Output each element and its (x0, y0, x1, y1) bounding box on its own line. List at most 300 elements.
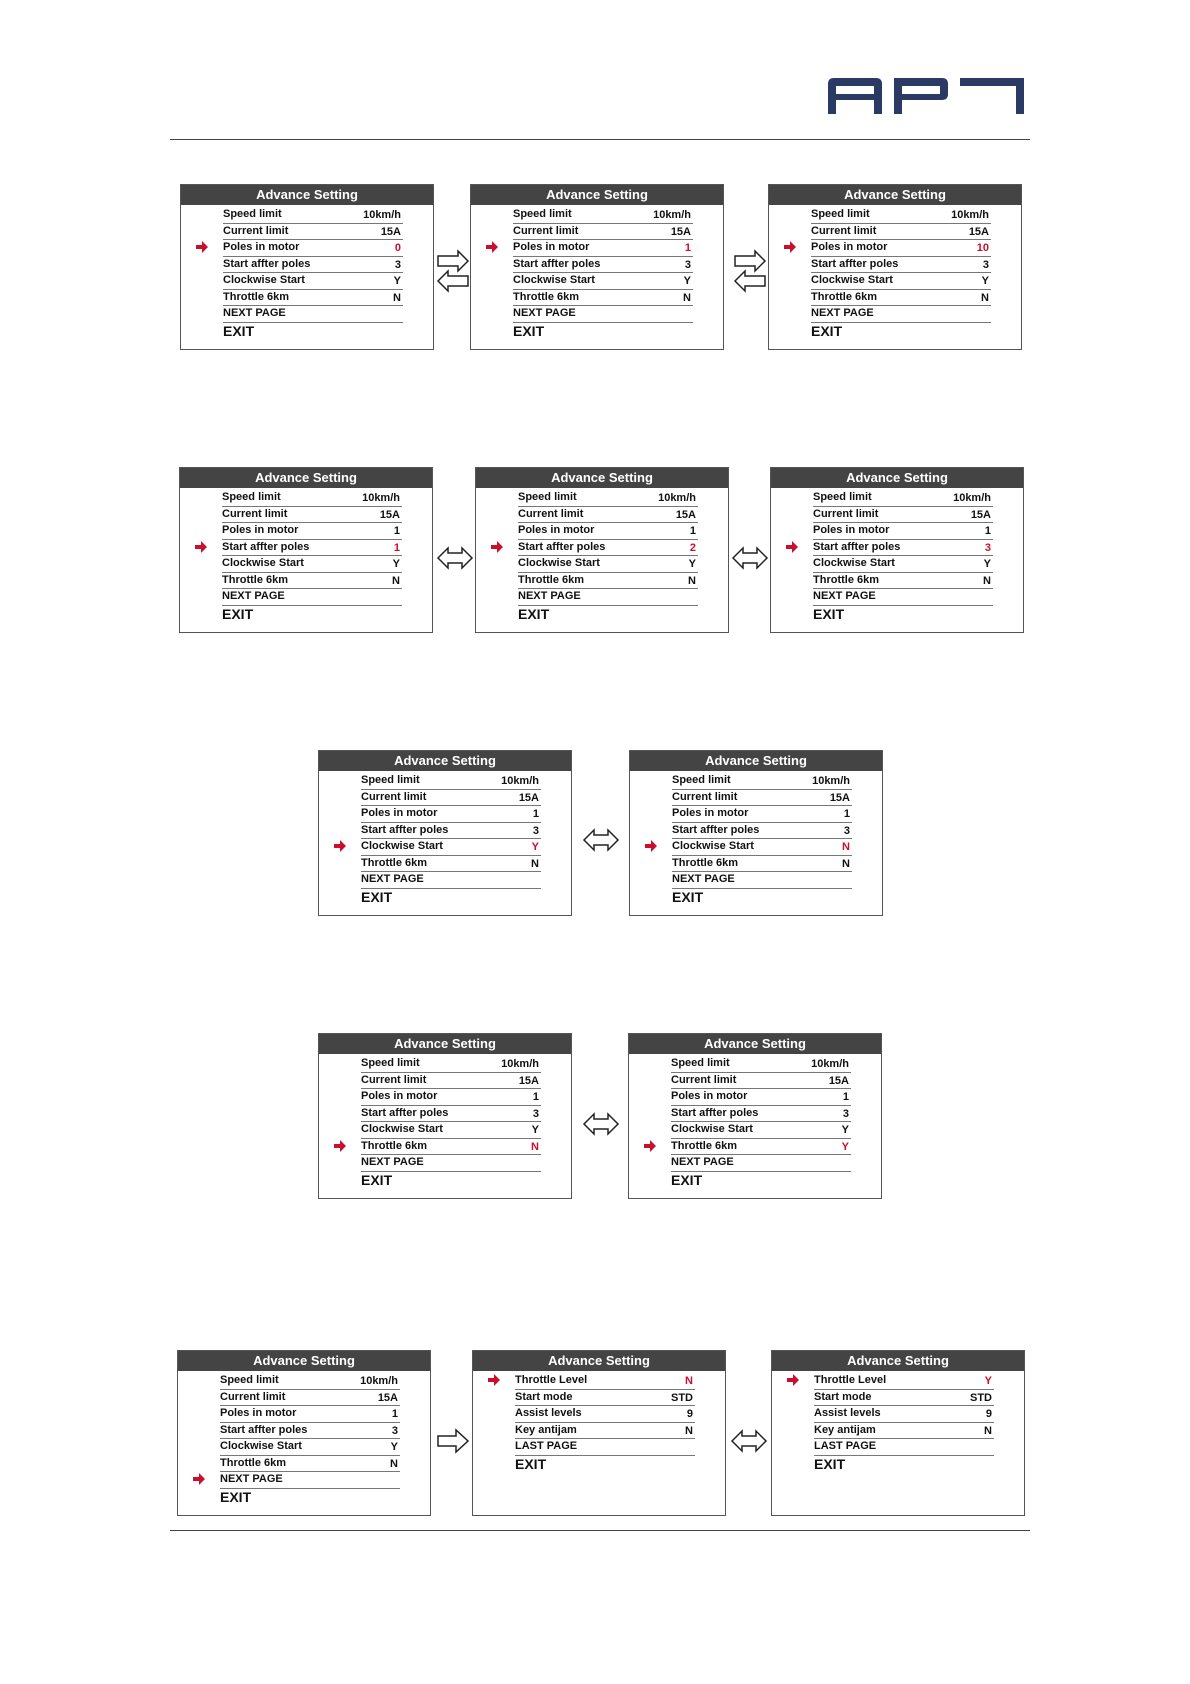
menu-item-label: LAST PAGE (515, 1440, 578, 1452)
menu-item[interactable] (671, 1155, 851, 1172)
menu-item[interactable] (361, 1056, 541, 1073)
selection-arrow-icon (490, 540, 504, 554)
screen-title: Advance Setting (476, 468, 728, 488)
menu-item[interactable] (518, 606, 698, 624)
menu-item-value: 10km/h (811, 1058, 849, 1070)
menu-item[interactable] (671, 1056, 851, 1073)
menu-item-label: NEXT PAGE (671, 1156, 734, 1168)
menu-item[interactable] (222, 540, 402, 557)
menu-item[interactable] (813, 490, 993, 507)
menu-item-value: 1 (984, 525, 991, 537)
menu-item[interactable] (223, 257, 403, 274)
menu-item[interactable] (671, 1073, 851, 1090)
menu-item-label: Start affter poles (222, 540, 310, 553)
menu-item-label: LAST PAGE (814, 1440, 877, 1452)
menu-item[interactable] (513, 323, 693, 341)
menu-item-label: Throttle 6km (222, 573, 289, 586)
menu-item-value: Y (390, 1441, 398, 1453)
menu-item[interactable] (513, 290, 693, 307)
menu-item[interactable] (813, 540, 993, 557)
menu-item[interactable] (223, 306, 403, 323)
menu-item-label: Throttle Level (814, 1374, 887, 1386)
menu-item[interactable] (513, 240, 693, 257)
menu-item-label: Throttle 6km (361, 1139, 428, 1152)
screen-title: Advance Setting (471, 185, 723, 205)
menu-item-value: N (983, 574, 991, 587)
menu-item[interactable] (222, 507, 402, 524)
menu-item-label: Poles in motor (223, 241, 300, 253)
menu-item-label: Throttle 6km (813, 573, 880, 586)
screen-title: Advance Setting (473, 1351, 725, 1371)
menu-item-value: N (531, 1140, 539, 1153)
menu-item[interactable] (813, 523, 993, 540)
menu-item[interactable] (361, 1073, 541, 1090)
menu-item-value: 15A (968, 225, 989, 238)
menu-item[interactable] (671, 1089, 851, 1106)
menu-item-label: Key antijam (515, 1423, 577, 1436)
menu-item-label: Throttle 6km (672, 856, 739, 869)
menu-item-label: Speed limit (361, 1057, 420, 1069)
menu-item-value: 3 (532, 824, 539, 837)
menu-item-label: Speed limit (223, 208, 282, 220)
menu-item[interactable] (518, 540, 698, 557)
menu-item[interactable] (811, 240, 991, 257)
menu-item-value: 10km/h (812, 775, 850, 787)
menu-item[interactable] (513, 306, 693, 323)
right-arrow-connector (438, 251, 468, 271)
menu-item[interactable] (811, 207, 991, 224)
menu-item-value: 10km/h (953, 492, 991, 504)
apt-logo (828, 78, 1024, 114)
menu-item-value: N (685, 1424, 693, 1437)
menu-item[interactable] (222, 556, 402, 573)
menu-item-label: NEXT PAGE (220, 1473, 283, 1485)
menu-item-value: Y (531, 1124, 539, 1136)
menu-item-value: 10km/h (653, 209, 691, 221)
menu-item-label: NEXT PAGE (223, 307, 286, 319)
settings-screen (179, 467, 433, 633)
menu-item[interactable] (222, 523, 402, 540)
screen-title: Advance Setting (180, 468, 432, 488)
menu-item-label: Clockwise Start (222, 557, 304, 569)
menu-item[interactable] (813, 606, 993, 624)
menu-item-label: NEXT PAGE (672, 873, 735, 885)
menu-item-label: Speed limit (361, 774, 420, 786)
menu-item[interactable] (515, 1456, 695, 1474)
menu-item[interactable] (811, 273, 991, 290)
menu-item-label: Current limit (222, 507, 288, 520)
menu-item-label: Clockwise Start (672, 840, 754, 852)
menu-item[interactable] (518, 589, 698, 606)
menu-item-label: Start affter poles (220, 1423, 308, 1436)
screen-title: Advance Setting (181, 185, 433, 205)
menu-item-label: Current limit (671, 1073, 737, 1086)
menu-item[interactable] (518, 523, 698, 540)
menu-item-value: 10km/h (501, 1058, 539, 1070)
menu-item-label: EXIT (672, 888, 704, 905)
menu-item[interactable] (223, 224, 403, 241)
menu-item-value: 10 (976, 242, 989, 254)
menu-item[interactable] (361, 1122, 541, 1139)
menu-item-label: Poles in motor (671, 1090, 748, 1102)
menu-item-value: 15A (970, 508, 991, 521)
menu-item[interactable] (813, 507, 993, 524)
screen-title: Advance Setting (319, 751, 571, 771)
menu-item-value: 3 (394, 258, 401, 271)
menu-item-value: Y (841, 1124, 849, 1136)
menu-item-label: Start affter poles (672, 823, 760, 836)
menu-item[interactable] (518, 556, 698, 573)
menu-item[interactable] (814, 1439, 994, 1456)
menu-item-label: Current limit (220, 1390, 286, 1403)
menu-item-value: 15A (518, 1074, 539, 1087)
menu-item-value: 2 (689, 541, 696, 554)
right-arrow-connector (735, 251, 765, 271)
menu-item[interactable] (513, 273, 693, 290)
screen-title: Advance Setting (772, 1351, 1024, 1371)
screen-title: Advance Setting (630, 751, 882, 771)
settings-screen (768, 184, 1022, 350)
menu-item-label: Throttle 6km (220, 1456, 287, 1469)
menu-item-value: Y (841, 1140, 849, 1153)
menu-item[interactable] (361, 773, 541, 790)
menu-item-value: 15A (380, 225, 401, 238)
menu-item-label: Start affter poles (513, 257, 601, 270)
menu-item[interactable] (814, 1423, 994, 1440)
menu-item[interactable] (814, 1373, 994, 1390)
menu-item-value: Y (983, 558, 991, 570)
menu-item-value: STD (970, 1391, 992, 1404)
menu-item-value: Y (688, 558, 696, 570)
menu-item-label: Clockwise Start (361, 840, 443, 852)
menu-item-label: Poles in motor (222, 524, 299, 536)
menu-item-label: Start affter poles (518, 540, 606, 553)
menu-item-label: NEXT PAGE (361, 1156, 424, 1168)
menu-item-label: Throttle 6km (361, 856, 428, 869)
menu-item[interactable] (515, 1390, 695, 1407)
menu-item-label: Clockwise Start (813, 557, 895, 569)
menu-item[interactable] (513, 224, 693, 241)
menu-item-value: 3 (982, 258, 989, 271)
menu-item[interactable] (220, 1489, 400, 1507)
menu-item-label: Clockwise Start (223, 274, 305, 286)
menu-item-label: Poles in motor (811, 241, 888, 253)
menu-list (223, 207, 403, 341)
menu-item-value: Y (531, 841, 539, 853)
double-arrow-connector (732, 1431, 766, 1451)
menu-item-label: NEXT PAGE (222, 590, 285, 602)
settings-screen (180, 184, 434, 350)
selection-arrow-icon (192, 1472, 206, 1486)
menu-item-value: 1 (532, 1091, 539, 1103)
menu-item-value: Y (984, 1375, 992, 1387)
menu-item[interactable] (513, 257, 693, 274)
menu-list (361, 773, 541, 907)
menu-item[interactable] (220, 1390, 400, 1407)
menu-item-label: NEXT PAGE (361, 873, 424, 885)
menu-item[interactable] (361, 1089, 541, 1106)
menu-item[interactable] (671, 1106, 851, 1123)
menu-item[interactable] (515, 1439, 695, 1456)
menu-item[interactable] (361, 790, 541, 807)
menu-item-value: 0 (394, 242, 401, 254)
menu-item[interactable] (361, 806, 541, 823)
menu-item[interactable] (513, 207, 693, 224)
menu-item-label: EXIT (814, 1455, 846, 1472)
settings-screen (472, 1350, 726, 1516)
menu-item[interactable] (811, 323, 991, 341)
menu-item[interactable] (811, 257, 991, 274)
menu-item-label: Poles in motor (361, 1090, 438, 1102)
screen-title: Advance Setting (629, 1034, 881, 1054)
menu-list (220, 1373, 400, 1507)
menu-item[interactable] (814, 1456, 994, 1474)
menu-item[interactable] (220, 1423, 400, 1440)
screen-title: Advance Setting (319, 1034, 571, 1054)
menu-item[interactable] (223, 323, 403, 341)
menu-item[interactable] (672, 889, 852, 907)
menu-item[interactable] (811, 290, 991, 307)
menu-item-label: Current limit (361, 790, 427, 803)
menu-item-value: 1 (684, 242, 691, 254)
menu-item[interactable] (515, 1406, 695, 1423)
screen-title: Advance Setting (769, 185, 1021, 205)
menu-item[interactable] (518, 490, 698, 507)
menu-item-label: Start affter poles (813, 540, 901, 553)
settings-screen (318, 1033, 572, 1199)
menu-item[interactable] (672, 790, 852, 807)
settings-screen (771, 1350, 1025, 1516)
menu-item-label: Start affter poles (223, 257, 311, 270)
left-arrow-connector (438, 271, 468, 291)
menu-item-value: N (390, 1457, 398, 1470)
menu-list (222, 490, 402, 624)
menu-item[interactable] (223, 240, 403, 257)
menu-item[interactable] (361, 889, 541, 907)
menu-item-value: 1 (393, 541, 400, 554)
menu-item[interactable] (672, 856, 852, 873)
menu-item[interactable] (672, 872, 852, 889)
menu-item-label: NEXT PAGE (518, 590, 581, 602)
menu-item-label: Clockwise Start (513, 274, 595, 286)
menu-item-value: 10km/h (501, 775, 539, 787)
menu-item-label: Clockwise Start (220, 1440, 302, 1452)
menu-item[interactable] (220, 1439, 400, 1456)
menu-item-label: Throttle 6km (513, 290, 580, 303)
menu-item[interactable] (361, 1139, 541, 1156)
menu-item[interactable] (672, 806, 852, 823)
menu-item-label: Poles in motor (518, 524, 595, 536)
double-arrow-connector (584, 1114, 618, 1134)
menu-item-label: Speed limit (222, 491, 281, 503)
menu-item[interactable] (222, 589, 402, 606)
menu-item-label: Speed limit (220, 1374, 279, 1386)
settings-screen (177, 1350, 431, 1516)
selection-arrow-icon (785, 540, 799, 554)
menu-list (361, 1056, 541, 1190)
menu-item-value: 15A (670, 225, 691, 238)
menu-item[interactable] (671, 1139, 851, 1156)
menu-item[interactable] (220, 1406, 400, 1423)
menu-item-label: Start affter poles (671, 1106, 759, 1119)
menu-item-value: Y (683, 275, 691, 287)
menu-item-value: N (393, 291, 401, 304)
menu-item[interactable] (361, 823, 541, 840)
settings-screen (470, 184, 724, 350)
settings-screen (628, 1033, 882, 1199)
menu-item-value: N (981, 291, 989, 304)
menu-item-value: 9 (985, 1408, 992, 1420)
menu-item[interactable] (361, 1106, 541, 1123)
menu-item-label: EXIT (515, 1455, 547, 1472)
menu-item-label: EXIT (671, 1171, 703, 1188)
menu-item[interactable] (518, 573, 698, 590)
selection-arrow-icon (643, 1139, 657, 1153)
settings-screen (770, 467, 1024, 633)
menu-item-label: Clockwise Start (671, 1123, 753, 1135)
menu-item-label: Throttle 6km (518, 573, 585, 586)
menu-item[interactable] (222, 573, 402, 590)
menu-list (518, 490, 698, 624)
menu-item-value: 3 (984, 541, 991, 554)
menu-list (813, 490, 993, 624)
menu-item[interactable] (223, 290, 403, 307)
double-arrow-connector (733, 548, 767, 568)
menu-item[interactable] (671, 1172, 851, 1190)
menu-item[interactable] (361, 1155, 541, 1172)
menu-list (811, 207, 991, 341)
menu-item-label: EXIT (361, 1171, 393, 1188)
menu-item[interactable] (361, 839, 541, 856)
double-arrow-connector (584, 830, 618, 850)
menu-item[interactable] (222, 606, 402, 624)
menu-item[interactable] (515, 1373, 695, 1390)
menu-item-label: Current limit (811, 224, 877, 237)
menu-item-value: N (685, 1375, 693, 1387)
menu-item-label: Speed limit (811, 208, 870, 220)
menu-item-label: EXIT (223, 322, 255, 339)
menu-item-label: Start affter poles (811, 257, 899, 270)
menu-item-label: Speed limit (672, 774, 731, 786)
selection-arrow-icon (333, 1139, 347, 1153)
menu-item[interactable] (222, 490, 402, 507)
menu-item-value: N (392, 574, 400, 587)
menu-list (672, 773, 852, 907)
menu-item[interactable] (672, 839, 852, 856)
menu-item-label: Clockwise Start (518, 557, 600, 569)
menu-item[interactable] (220, 1472, 400, 1489)
menu-item-label: Throttle 6km (811, 290, 878, 303)
menu-item[interactable] (814, 1390, 994, 1407)
menu-item-label: Poles in motor (813, 524, 890, 536)
selection-arrow-icon (194, 540, 208, 554)
menu-item-label: Start mode (814, 1390, 872, 1403)
menu-item-value: 1 (393, 525, 400, 537)
selection-arrow-icon (485, 240, 499, 254)
menu-item[interactable] (672, 823, 852, 840)
menu-item-value: 1 (689, 525, 696, 537)
menu-item-value: 3 (684, 258, 691, 271)
menu-item-value: N (683, 291, 691, 304)
menu-item-label: Poles in motor (672, 807, 749, 819)
footer-rule (170, 1530, 1030, 1531)
selection-arrow-icon (783, 240, 797, 254)
menu-item-label: EXIT (361, 888, 393, 905)
settings-screen (475, 467, 729, 633)
menu-item-label: Current limit (518, 507, 584, 520)
menu-list (513, 207, 693, 341)
menu-item[interactable] (223, 273, 403, 290)
menu-item-label: Clockwise Start (361, 1123, 443, 1135)
menu-item[interactable] (361, 856, 541, 873)
menu-item[interactable] (361, 872, 541, 889)
menu-item[interactable] (811, 224, 991, 241)
menu-item-label: NEXT PAGE (513, 307, 576, 319)
selection-arrow-icon (487, 1373, 501, 1387)
menu-item-label: Clockwise Start (811, 274, 893, 286)
menu-item[interactable] (814, 1406, 994, 1423)
menu-item[interactable] (671, 1122, 851, 1139)
selection-arrow-icon (644, 839, 658, 853)
menu-item-label: Current limit (813, 507, 879, 520)
menu-item-label: EXIT (222, 605, 254, 622)
menu-item[interactable] (515, 1423, 695, 1440)
menu-item-value: 10km/h (658, 492, 696, 504)
menu-item-label: EXIT (513, 322, 545, 339)
selection-arrow-icon (195, 240, 209, 254)
menu-item-value: N (531, 857, 539, 870)
menu-item-value: N (984, 1424, 992, 1437)
menu-item-label: Start mode (515, 1390, 573, 1403)
menu-item-value: N (688, 574, 696, 587)
menu-item-label: Throttle 6km (223, 290, 290, 303)
menu-item-value: Y (392, 558, 400, 570)
menu-item-label: EXIT (811, 322, 843, 339)
menu-item[interactable] (220, 1373, 400, 1390)
menu-list (671, 1056, 851, 1190)
menu-item-value: 3 (391, 1424, 398, 1437)
menu-item-label: Current limit (672, 790, 738, 803)
menu-item-label: Throttle 6km (671, 1139, 738, 1152)
menu-item-value: 1 (532, 808, 539, 820)
menu-item[interactable] (223, 207, 403, 224)
menu-item-label: EXIT (813, 605, 845, 622)
menu-item[interactable] (672, 773, 852, 790)
menu-item[interactable] (361, 1172, 541, 1190)
menu-item-label: Speed limit (518, 491, 577, 503)
menu-item-value: 9 (686, 1408, 693, 1420)
menu-item-value: 1 (843, 808, 850, 820)
menu-item[interactable] (811, 306, 991, 323)
settings-screen (629, 750, 883, 916)
menu-item-value: 15A (828, 1074, 849, 1087)
selection-arrow-icon (786, 1373, 800, 1387)
menu-item[interactable] (220, 1456, 400, 1473)
menu-item-label: Throttle Level (515, 1374, 588, 1386)
menu-item-value: 10km/h (362, 492, 400, 504)
menu-item-label: EXIT (220, 1488, 252, 1505)
settings-screen (318, 750, 572, 916)
menu-item[interactable] (813, 556, 993, 573)
menu-item-value: 3 (842, 1107, 849, 1120)
menu-item-label: Start affter poles (361, 823, 449, 836)
menu-item[interactable] (813, 589, 993, 606)
menu-item-value: N (842, 857, 850, 870)
menu-item-value: 10km/h (360, 1375, 398, 1387)
menu-item[interactable] (518, 507, 698, 524)
menu-item[interactable] (813, 573, 993, 590)
menu-item-label: EXIT (518, 605, 550, 622)
